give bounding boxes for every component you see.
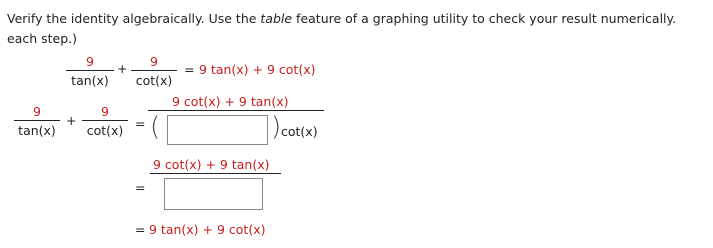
fraction-denominator: cot(x): [86, 123, 124, 138]
step1-numerator: 9 cot(x) + 9 tan(x): [172, 94, 289, 109]
equals-sign: =: [184, 62, 195, 77]
fraction-bar: [14, 120, 60, 121]
open-parenthesis: (: [150, 112, 161, 142]
step2-numerator: 9 cot(x) + 9 tan(x): [153, 157, 270, 172]
fraction-9-over-cot: [131, 54, 177, 88]
fraction-bar: [148, 110, 324, 111]
fraction-numerator: 9: [33, 104, 41, 119]
equals-sign: =: [135, 116, 146, 131]
fraction-9-over-tan: [66, 54, 114, 88]
instructions-line2: each step.): [7, 31, 78, 46]
fraction-numerator: 9: [86, 54, 94, 69]
identity-rhs: 9 tan(x) + 9 cot(x): [199, 62, 316, 77]
fraction-9-over-cot: [82, 104, 128, 138]
instructions-line1-part2: feature of a graphing utility to check your result numerically.: [292, 11, 677, 26]
fraction-denominator: cot(x): [135, 73, 173, 88]
plus-sign: +: [66, 113, 77, 128]
fraction-denominator: tan(x): [71, 73, 109, 88]
fraction-bar: [82, 120, 128, 121]
instructions-text: [7, 9, 713, 49]
fraction-bar: [150, 173, 281, 174]
equals-sign: =: [135, 222, 146, 237]
fraction-bar: [66, 70, 114, 71]
fraction-numerator: 9: [101, 104, 109, 119]
fraction-denominator: tan(x): [18, 123, 56, 138]
step1-cot-factor: cot(x): [281, 124, 318, 139]
plus-sign: +: [117, 61, 128, 76]
step2-answer-input[interactable]: [164, 178, 263, 210]
instructions-line1-part1: Verify the identity algebraically. Use the: [7, 11, 261, 26]
instructions-table-emphasis: table: [260, 11, 293, 26]
step1-answer-input[interactable]: [167, 115, 268, 145]
fraction-9-over-tan: [14, 104, 60, 138]
close-parenthesis: ): [271, 112, 282, 142]
fraction-numerator: 9: [150, 54, 158, 69]
fraction-bar: [131, 70, 177, 71]
final-result: 9 tan(x) + 9 cot(x): [149, 222, 266, 237]
equals-sign: =: [135, 180, 146, 195]
